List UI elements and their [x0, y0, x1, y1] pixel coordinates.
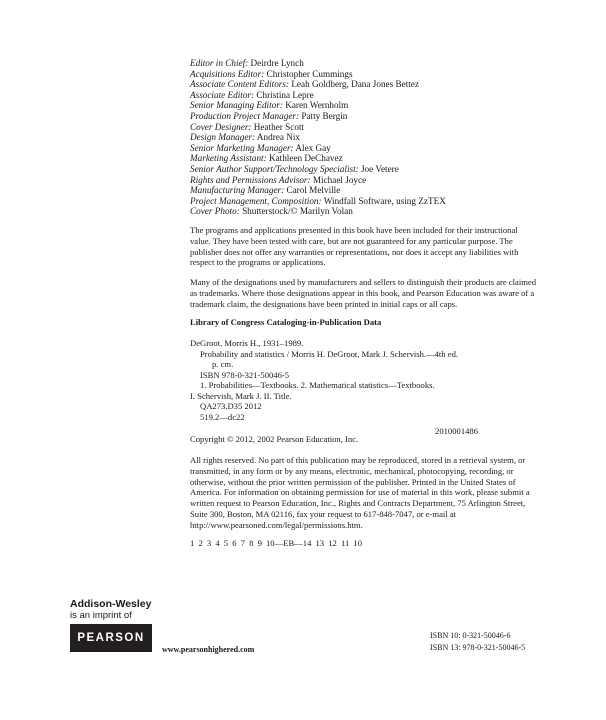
pearson-logo: PEARSON: [70, 624, 152, 652]
publisher-imprint: [70, 598, 180, 621]
cip-line: DeGroot, Morris H., 1931–1989.: [190, 338, 304, 348]
cip-line: I. Schervish, Mark J. II. Title.: [190, 390, 292, 401]
cip-title: Library of Congress Cataloging-in-Publication Data: [190, 317, 382, 327]
cip-line: ISBN 978-0-321-50046-5: [200, 369, 290, 380]
credit-line: Acquisitions Editor: Christopher Cummings: [190, 68, 353, 79]
credit-line: Editor in Chief: Deirdre Lynch: [190, 58, 304, 68]
programs-disclaimer: The programs and applications presented in this book have been included for their instructional value. They have been tested with care, but are not guaranteed for any particular purpose. The publisher does not offer any warranties or representations, nor does it accept any liabilities with respect to the programs or applications.: [190, 225, 519, 268]
credit-line: Associate Editor: Christina Lepre: [190, 89, 314, 100]
publisher-name: Addison-Wesley: [70, 598, 152, 610]
credit-line: Cover Designer: Heather Scott: [190, 121, 305, 132]
imprint-text: is an imprint of: [70, 610, 132, 621]
cip-line: 1. Probabilities—Textbooks. 2. Mathematical statistics—Textbooks.: [200, 380, 435, 390]
credit-line: Marketing Assistant: Kathleen DeChavez: [190, 153, 343, 164]
cip-line: Probability and statistics / Morris H. DeGroot, Mark J. Schervish.—4th ed.: [200, 348, 459, 359]
credits-list: [190, 58, 538, 217]
copyright-line: Copyright © 2012, 2002 Pearson Education, Inc.: [190, 434, 359, 444]
credit-line: Rights and Permissions Advisor: Michael Joyce: [190, 174, 367, 185]
credit-line: Senior Author Support/Technology Specialist: Joe Vetere: [190, 163, 399, 174]
credit-line: Cover Photo: Shutterstock/© Marilyn Volan: [190, 206, 353, 217]
credit-line: Project Management, Composition: Windfall Software, using ZzTEX: [190, 195, 446, 206]
rights-notice: All rights reserved. No part of this publication may be reproduced, stored in a retrieval system, or transmitted, in any form or by any means, electronic, mechanical, photocopying, recording, or otherwise, without the prior written permission of the publisher. Printed in the United States of America. For information on obtaining permission for use of material in this work, please submit a written request to Pearson Education, Inc., Rights and Contracts Department, 75 Arlington Street, Suite 300, Boston, MA 02116, fax your request to 617-848-7047, or e-mail at http://www.pearsoned.com/legal/permissions.htm.: [190, 455, 530, 530]
isbn-10: ISBN 10: 0-321-50046-6: [430, 631, 511, 640]
printing-line: 1 2 3 4 5 6 7 8 9 10—EB—14 13 12 11 10: [190, 538, 363, 548]
cip-block: [190, 338, 538, 437]
cip-line: 519.2—dc22: [200, 411, 245, 422]
credit-line: Design Manager: Andrea Nix: [190, 132, 300, 143]
cip-control-number: 2010001486: [435, 426, 478, 436]
isbn-block: [430, 630, 525, 654]
publisher-url: www.pearsonhighered.com: [162, 645, 255, 654]
credit-line: Manufacturing Manager: Carol Melville: [190, 185, 341, 196]
cip-line: p. cm.: [212, 359, 234, 369]
credit-line: Senior Marketing Manager: Alex Gay: [190, 142, 331, 153]
credit-line: Associate Content Editors: Leah Goldberg, Dana Jones Bettez: [190, 79, 419, 90]
credit-line: Senior Managing Editor: Karen Wernholm: [190, 100, 349, 111]
credit-line: Production Project Manager: Patty Bergin: [190, 110, 348, 121]
cip-line: QA273.D35 2012: [200, 401, 262, 411]
trademarks-notice: Many of the designations used by manufacturers and sellers to distinguish their products are claimed as trademarks. Where those designations appear in this book, and Pearson Education was aware of a trademark claim, the designations have been printed in initial caps or all caps.: [190, 277, 537, 309]
isbn-13: ISBN 13: 978-0-321-50046-5: [430, 643, 526, 652]
